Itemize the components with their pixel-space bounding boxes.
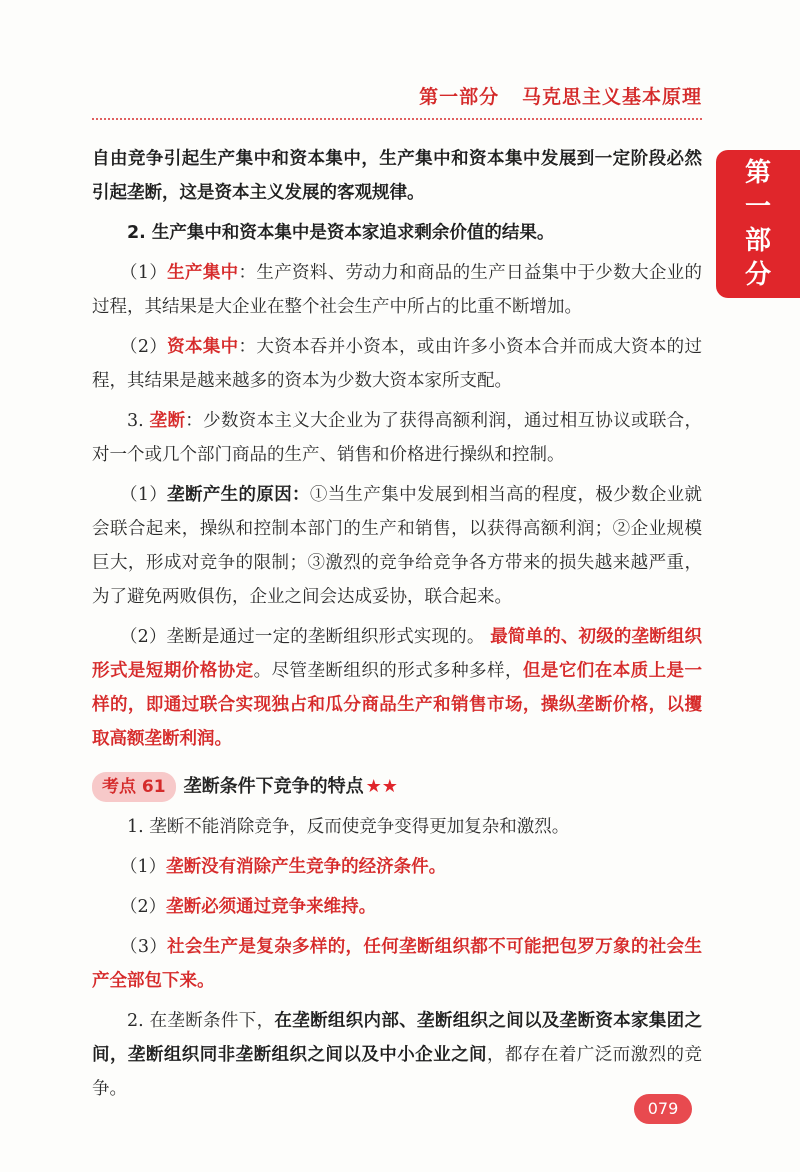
key-term: 资本集中: [167, 337, 239, 357]
item-text: 。尽管垄断组织的形式多种多样，: [253, 661, 523, 681]
item-text: 2. 在垄断条件下，: [127, 1011, 275, 1031]
side-tab-char: 分: [744, 260, 771, 290]
page-body: [92, 142, 702, 1112]
side-tab-char: 第: [744, 158, 771, 188]
paragraph-7: [92, 620, 702, 756]
highlight-text: 垄断必须通过竞争来维持。: [166, 897, 377, 917]
kaodian-heading: [92, 770, 702, 804]
bold-text: 在垄断组织内部、垄断组织之间以及垄断资本家集团之间，垄断组织同非垄断组织之间以及中小企业之间: [92, 1011, 702, 1065]
key-term: 生产集中: [167, 263, 239, 283]
item-text: ：生产资料、劳动力和商品的生产日益集中于少数大企业的过程，其结果是大企业在整个社会生产中所占的比重不断增加。: [92, 263, 702, 317]
item-number: （3）: [120, 937, 168, 957]
item-number: （1）: [120, 263, 168, 283]
key-term: 垄断: [149, 411, 186, 431]
running-header: [92, 82, 702, 118]
header-part: 第一部分: [419, 86, 500, 108]
item-text: ①当生产集中发展到相当高的程度，极少数企业就会联合起来，操纵和控制本部门的生产和销售，以获得高额利润；②企业规模巨大，形成对竞争的限制；③激烈的竞争给竞争各方带来的损失越来越严重，为了避免两败俱伤，企业之间会达成妥协，联合起来。: [92, 485, 702, 607]
paragraph-6: [92, 478, 702, 614]
paragraph-11: [92, 930, 702, 998]
side-tab-char: 一: [744, 192, 771, 222]
paragraph-1: 自由竞争引起生产集中和资本集中，生产集中和资本集中发展到一定阶段必然引起垄断，这是资本主义发展的客观规律。: [92, 149, 702, 203]
item-text: ：少数资本主义大企业为了获得高额利润，通过相互协议或联合，对一个或几个部门商品的生产、销售和价格进行操纵和控制。: [92, 411, 703, 465]
paragraph-3: [92, 256, 702, 324]
paragraph-4: [92, 330, 702, 398]
key-term: 垄断产生的原因：: [167, 485, 310, 505]
kaodian-title: 垄断条件下竞争的特点: [183, 776, 364, 797]
kaodian-badge: 考点 61: [92, 772, 176, 802]
item-number: （2）: [120, 337, 168, 357]
highlight-text: 最简单的、初级的垄断组织形式是短期价格协定: [92, 627, 702, 681]
paragraph-5: [92, 404, 702, 472]
item-text: （2）垄断是通过一定的垄断组织形式实现的。: [120, 627, 485, 647]
highlight-text: 社会生产是复杂多样的，任何垄断组织都不可能把包罗万象的社会生产全部包下来。: [92, 937, 702, 991]
section-side-tab: [716, 150, 800, 298]
paragraph-10: [92, 890, 702, 924]
page-number: 079: [634, 1094, 692, 1124]
item-text: ：大资本吞并小资本，或由许多小资本合并而成大资本的过程，其结果是越来越多的资本为少数大资本家所支配。: [92, 337, 702, 391]
item-number: （2）: [120, 897, 167, 917]
item-text: ，都存在着广泛而激烈的竞争。: [92, 1045, 702, 1099]
star-icon: ★★: [365, 776, 398, 797]
paragraph-12: [92, 1004, 702, 1106]
header-divider: [92, 118, 702, 120]
item-number: 3.: [127, 411, 144, 431]
paragraph-8: 1. 垄断不能消除竞争，反而使竞争变得更加复杂和激烈。: [127, 817, 570, 837]
side-tab-char: 部: [744, 226, 771, 256]
highlight-text: 但是它们在本质上是一样的，即通过联合实现独占和瓜分商品生产和销售市场，操纵垄断价格，以攫取高额垄断利润。: [92, 661, 703, 749]
highlight-text: 垄断没有消除产生竞争的经济条件。: [166, 857, 447, 877]
item-number: （1）: [120, 857, 167, 877]
paragraph-2: 2. 生产集中和资本集中是资本家追求剩余价值的结果。: [127, 223, 555, 243]
header-title: 马克思主义基本原理: [521, 86, 702, 108]
item-number: （1）: [120, 485, 168, 505]
paragraph-9: [92, 850, 702, 884]
